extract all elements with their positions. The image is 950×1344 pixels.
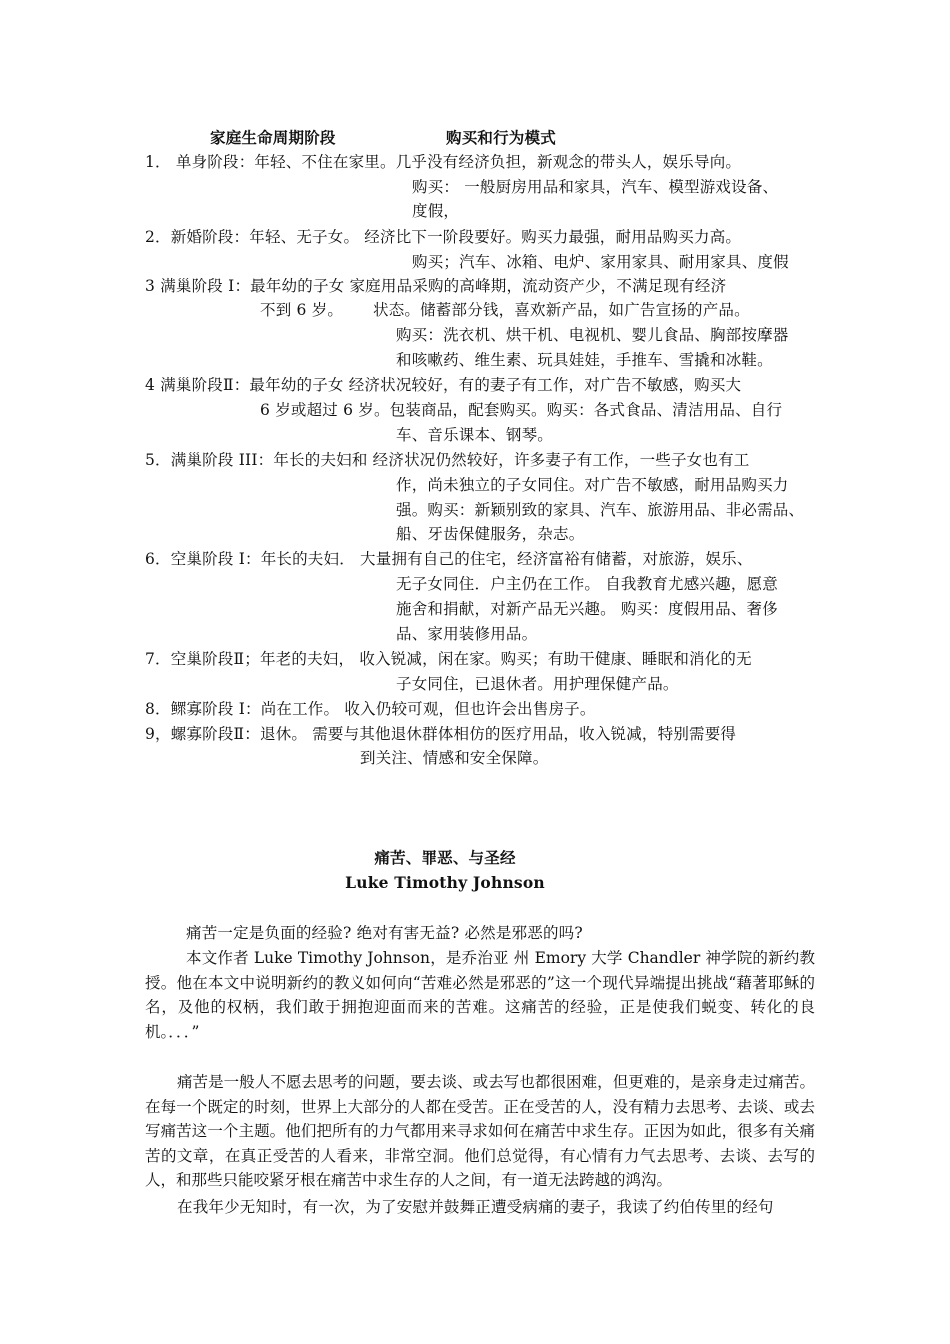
table-line: 购买；汽车、冰箱、电炉、家用家具、耐用家具、度假	[412, 253, 789, 271]
table-line: 和咳嗽药、维生素、玩具娃娃，手推车、雪撬和冰鞋。	[396, 351, 773, 369]
table-line: 作，尚未独立的子女同住。对广告不敏感，耐用品购买力	[396, 476, 789, 494]
table-line: 购买： 一般厨房用品和家具，汽车、模型游戏设备、	[412, 178, 779, 196]
article-title: 痛苦、罪恶、与圣经	[374, 848, 516, 867]
article-author: Luke Timothy Johnson	[345, 873, 545, 892]
table-line: 施舍和捐献，对新产品无兴趣。 购买：度假用品、奢侈	[396, 600, 778, 618]
table-line: 不到 6 岁。	[260, 301, 344, 319]
table-line: 1． 单身阶段：年轻、不住在家里。几乎没有经济负担，新观念的带头人，娱乐导向。	[145, 153, 742, 171]
intro-question: 痛苦一定是负面的经验? 绝对有害无益? 必然是邪恶的吗?	[186, 924, 583, 942]
table-header-stage: 家庭生命周期阶段	[210, 128, 336, 147]
table-header-behavior: 购买和行为模式	[446, 128, 556, 147]
table-line: 8．鳏寡阶段 I：尚在工作。 收入仍较可观，但也许会出售房子。	[145, 700, 596, 718]
table-line: 5．满巢阶段 III：年长的夫妇和 经济状况仍然较好，许多妻子有工作，一些子女也有工	[145, 451, 750, 469]
table-line: 3 满巢阶段 I：最年幼的子女 家庭用品采购的高峰期，流动资产少，不满足现有经济	[145, 277, 727, 295]
table-line: 7．空巢阶段Ⅱ；年老的夫妇， 收入锐减，闲在家。购买；有助干健康、睡眠和消化的无	[145, 650, 752, 668]
body-paragraph: 痛苦是一般人不愿去思考的问题，要去谈、或去写也都很困难，但更难的，是亲身走过痛苦。在每一个既定的时刻，世界上大部分的人都在受苦。正在受苦的人，没有精力去思考、去谈、或去写痛苦这一个主题。他们把所有的力气都用来寻求如何在痛苦中求生存。正因为如此，很多有关痛苦的文章，在真正受苦的人看来，非常空洞。他们总觉得，有心情有力气去思考、去谈、去写的人，和那些只能咬紧牙根在痛苦中求生存的人之间，有一道无法跨越的鸿沟。	[145, 1073, 815, 1189]
table-line: 度假，	[412, 202, 460, 220]
table-line: 状态。储蓄部分钱，喜欢新产品，如广告宣扬的产品。	[373, 301, 750, 319]
table-line: 购买：洗衣机、烘干机、电视机、婴儿食品、胸部按摩器	[396, 326, 789, 344]
table-line: 到关注、情感和安全保障。	[360, 749, 549, 767]
table-line: 车、音乐课本、钢琴。	[396, 426, 554, 444]
table-line: 强。购买：新颖别致的家具、汽车、旅游用品、非必需品、	[396, 501, 805, 519]
body-last-line: 在我年少无知时，有一次，为了安慰并鼓舞正遭受病痛的妻子，我读了约伯传里的经句	[177, 1198, 774, 1216]
table-line: 9，螺寡阶段Ⅱ：退休。 需要与其他退休群体相仿的医疗用品，收入锐减，特别需要得	[145, 725, 737, 743]
table-line: 无子女同住．户主仍在工作。 自我教育尤感兴趣，愿意	[396, 575, 778, 593]
intro-paragraph: 本文作者 Luke Timothy Johnson，是乔治亚 州 Emory 大学 Chandler 神学院的新约教授。他在本文中说明新约的教义如何向“苦难必然是邪恶的”这一个现代异端提出挑战“藉著耶稣的名，及他的权柄，我们敢于拥抱迎面而来的苦难。这痛苦的经验，正是使我们蜕变、转化的良机。．．．”	[145, 949, 815, 1041]
table-line: 品、家用装修用品。	[396, 625, 538, 643]
table-line: 船、牙齿保健服务，杂志。	[396, 525, 585, 543]
table-line: 2．新婚阶段：年轻、无子女。 经济比下一阶段要好。购买力最强，耐用品购买力高。	[145, 228, 742, 246]
table-line: 6．空巢阶段 I：年长的夫妇． 大量拥有自己的住宅，经济富裕有储蓄，对旅游，娱乐、	[145, 550, 753, 568]
table-line: 4 满巢阶段Ⅱ：最年幼的子女 经济状况较好，有的妻子有工作，对广告不敏感，购买大	[145, 376, 742, 394]
table-line: 子女同住，已退休者。用护理保健产品。	[396, 675, 679, 693]
table-line: 6 岁或超过 6 岁。包装商品，配套购买。购买：各式食品、清洁用品、自行	[260, 401, 783, 419]
